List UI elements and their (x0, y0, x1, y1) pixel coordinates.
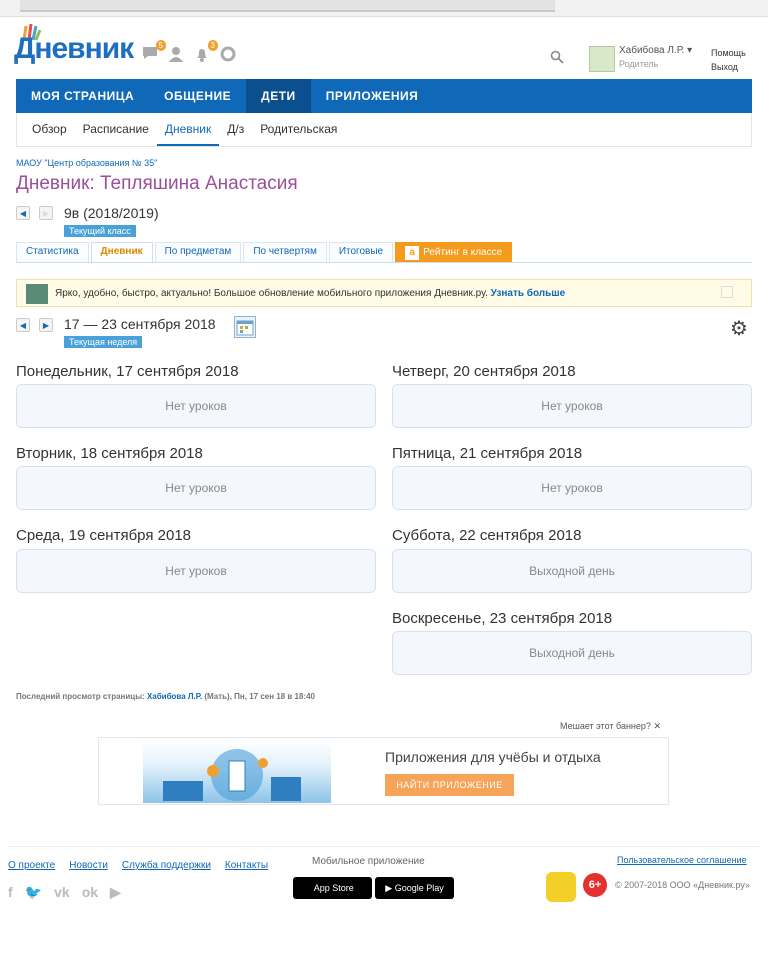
day-title-thursday: Четверг, 20 сентября 2018 (392, 363, 576, 380)
tab-by-quarter[interactable]: По четвертям (243, 242, 327, 262)
day-title-wednesday: Среда, 19 сентября 2018 (16, 527, 192, 544)
arrow-left-icon: ◀ (19, 208, 27, 218)
day-box-thursday: Нет уроков (392, 384, 752, 428)
search-icon[interactable] (550, 50, 564, 69)
tab-class-rating[interactable]: a Рейтинг в классе (395, 242, 512, 262)
day-box-wednesday: Нет уроков (16, 549, 376, 593)
mobile-app-label: Мобильное приложение (312, 856, 425, 867)
last-view-info: Последний просмотр страницы: Хабибова Л.Р. (Мать), Пн, 17 сен 18 в 18:40 (16, 692, 315, 701)
messages-badge: 5 (156, 40, 166, 51)
app-update-banner (16, 279, 752, 307)
tab-by-subject[interactable]: По предметам (155, 242, 242, 262)
next-year-button[interactable] (39, 206, 53, 220)
messages-icon[interactable] (142, 41, 163, 64)
ad-banner[interactable] (98, 737, 669, 805)
facebook-icon[interactable]: f (8, 884, 13, 900)
phone-icon (26, 284, 48, 304)
tab-statistics[interactable]: Статистика (16, 242, 89, 262)
arrow-left-icon: ◀ (19, 320, 27, 330)
footer-contacts-link[interactable]: Контакты (224, 860, 269, 871)
subnav-parental[interactable]: Родительская (260, 122, 338, 136)
subnav-overview[interactable]: Обзор (32, 122, 67, 136)
banner-close-icon[interactable] (721, 286, 733, 298)
day-box-friday: Нет уроков (392, 466, 752, 510)
vk-icon[interactable]: vk (54, 884, 70, 900)
google-play-button[interactable]: ▶ Google Play (375, 877, 454, 899)
footer-divider (8, 846, 760, 847)
social-links (8, 884, 121, 901)
ad-feedback[interactable]: Мешает этот баннер? ✕ (560, 721, 661, 731)
close-icon[interactable]: ✕ (653, 721, 661, 731)
day-box-sunday: Выходной день (392, 631, 752, 675)
chevron-down-icon: ▾ (687, 45, 693, 56)
find-app-button[interactable]: НАЙТИ ПРИЛОЖЕНИЕ (385, 774, 514, 796)
day-title-saturday: Суббота, 22 сентября 2018 (392, 527, 582, 544)
week-range: 17 — 23 сентября 2018 (64, 316, 216, 332)
help-link[interactable]: Помощь (711, 48, 746, 58)
user-name[interactable]: Хабибова Л.Р. ▾ (619, 45, 693, 56)
browser-top-bar (0, 0, 768, 17)
friends-icon[interactable] (168, 46, 186, 64)
notifications-badge: 3 (208, 40, 218, 51)
footer-links (8, 860, 268, 871)
avatar[interactable] (589, 46, 615, 72)
logout-link[interactable]: Выход (711, 62, 738, 72)
current-class-tag: Текущий класс (64, 225, 136, 237)
twitter-icon[interactable]: 🐦 (24, 884, 43, 900)
youtube-icon[interactable]: ▶ (110, 884, 121, 900)
last-view-user-link[interactable]: Хабибова Л.Р. (146, 692, 203, 701)
header-links (711, 46, 746, 74)
footer-support-link[interactable]: Служба поддержки (121, 860, 211, 871)
mascot-icon (546, 872, 576, 902)
day-title-tuesday: Вторник, 18 сентября 2018 (16, 445, 203, 462)
footer-about-link[interactable]: О проекте (8, 860, 56, 871)
day-box-monday: Нет уроков (16, 384, 376, 428)
app-store-button[interactable]: App Store (293, 877, 372, 899)
calendar-icon[interactable] (234, 316, 256, 338)
day-title-monday: Понедельник, 17 сентября 2018 (16, 363, 239, 380)
tab-final[interactable]: Итоговые (329, 242, 393, 262)
day-title-sunday: Воскресенье, 23 сентября 2018 (392, 610, 613, 627)
age-rating-badge: 6+ (583, 873, 607, 897)
logo[interactable]: Дневник (14, 26, 133, 60)
nav-item-communication[interactable]: ОБЩЕНИЕ (164, 89, 232, 103)
day-box-saturday: Выходной день (392, 549, 752, 593)
ad-title: Приложения для учёбы и отдыха (385, 749, 601, 765)
copyright: © 2007-2018 ООО «Дневник.ру» (615, 880, 750, 890)
refresh-icon[interactable] (220, 46, 238, 64)
user-role: Родитель (619, 59, 659, 69)
diary-tabs (16, 242, 752, 263)
arrow-right-icon: ▶ (42, 320, 50, 330)
subnav-schedule[interactable]: Расписание (82, 122, 149, 136)
class-year: 9в (2018/2019) (64, 205, 159, 221)
nav-item-apps[interactable]: ПРИЛОЖЕНИЯ (325, 89, 419, 103)
footer-news-link[interactable]: Новости (69, 860, 108, 871)
page-title: Дневник: Тепляшина Анастасия (16, 173, 298, 194)
header-icons (142, 41, 238, 64)
prev-week-button[interactable] (16, 318, 30, 332)
arrow-right-icon: ▶ (42, 208, 50, 218)
play-icon: ▶ (385, 882, 393, 893)
main-nav (16, 79, 752, 113)
subnav-diary[interactable]: Дневник (157, 113, 219, 146)
nav-item-my-page[interactable]: МОЯ СТРАНИЦА (31, 89, 135, 103)
current-week-tag: Текущая неделя (64, 336, 142, 348)
next-week-button[interactable] (39, 318, 53, 332)
learn-more-link[interactable]: Узнать больше (490, 288, 566, 299)
prev-year-button[interactable] (16, 206, 30, 220)
ad-illustration (143, 741, 331, 803)
sub-nav (16, 113, 752, 147)
settings-gear-icon[interactable]: ⚙ (730, 318, 748, 340)
day-title-friday: Пятница, 21 сентября 2018 (392, 445, 583, 462)
tab-diary[interactable]: Дневник (91, 242, 153, 262)
banner-text: Ярко, удобно, быстро, актуально! Большое обновление мобильного приложения Дневник.ру. (55, 288, 488, 299)
day-box-tuesday: Нет уроков (16, 466, 376, 510)
school-link[interactable]: МАОУ "Центр образования № 35" (16, 158, 158, 168)
nav-item-children[interactable]: ДЕТИ (246, 79, 311, 113)
subnav-homework[interactable]: Д/з (227, 122, 245, 136)
rating-icon: a (405, 246, 419, 260)
bell-icon[interactable] (194, 41, 215, 64)
user-agreement-link[interactable]: Пользовательское соглашение (617, 855, 747, 865)
odnoklassniki-icon[interactable]: ok (81, 884, 99, 900)
